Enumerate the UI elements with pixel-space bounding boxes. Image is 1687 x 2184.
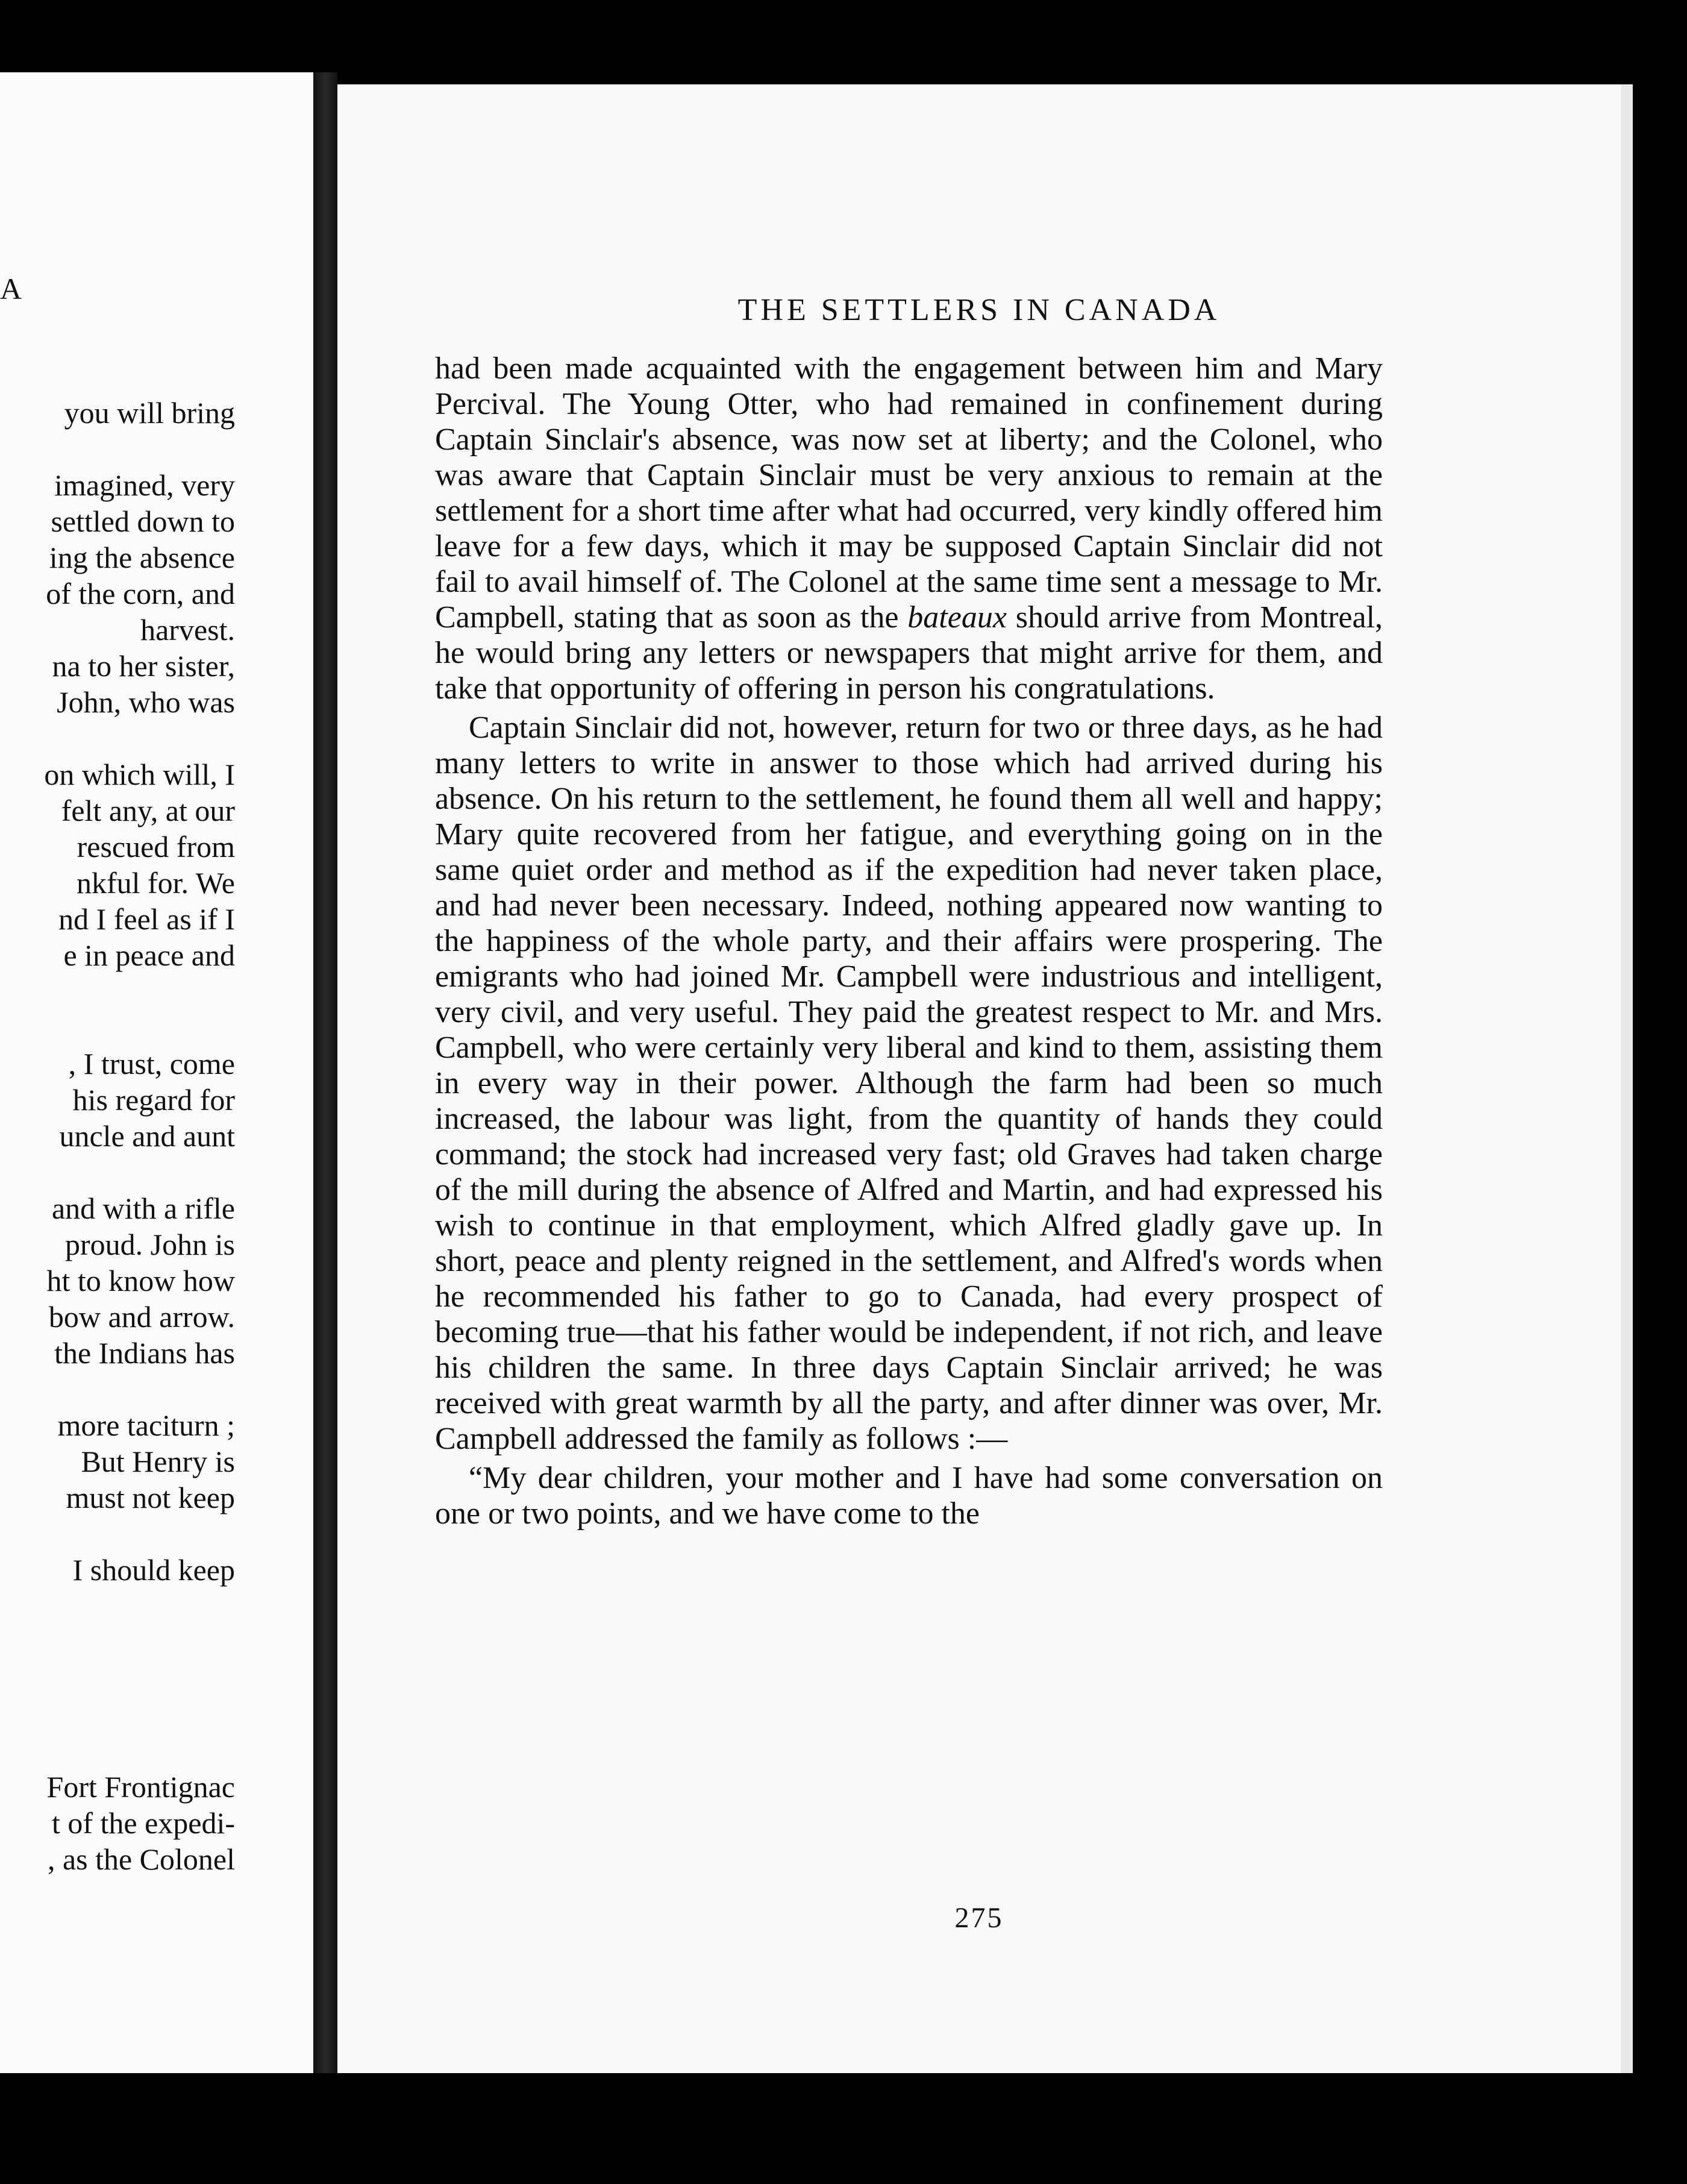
left-page-line: t of the expedi- — [51, 1806, 235, 1840]
left-page-line: of the corn, and — [46, 577, 235, 610]
left-page-line: John, who was — [57, 685, 235, 719]
left-page-line: But Henry is — [81, 1445, 235, 1478]
left-page-line: more taciturn ; — [57, 1408, 235, 1442]
body-text — [435, 351, 1383, 1531]
page-edge — [1621, 84, 1633, 2073]
left-page-line: Fort Frontignac — [46, 1770, 235, 1804]
paragraph-2: Captain Sinclair did not, however, return for two or three days, as he had many letters to write in answer to those which had arrived during his absence. On his return to the settlement, he found them all well and happy; Mary quite recovered from her fatigue, and everything going on in the same quiet order and method as if the expedition had never taken place, and had never been necessary. Indeed, nothing appeared now wanting to the happiness of the whole party, and their affairs were prospering. The emigrants who had joined Mr. Campbell were industrious and intelligent, very civil, and very useful. They paid the greatest respect to Mr. and Mrs. Campbell, who were certainly very liberal and kind to them, assisting them in every way in their power. Although the farm had been so much increased, the labour was light, from the quantity of hands they could command; the stock had increased very fast; old Graves had taken charge of the mill during the absence of Alfred and Martin, and had expressed his wish to continue in that employment, which Alfred gladly gave up. In short, peace and plenty reigned in the settlement, and Alfred's words when he recommended his father to go to Canada, had every prospect of becoming true—that his father would be independent, if not rich, and leave his children the same. In three days Captain Sinclair arrived; he was received with great warmth by all the party, and after dinner was over, Mr. Campbell addressed the family as follows :— — [435, 711, 1383, 1456]
left-page-line: imagined, very — [54, 468, 235, 502]
left-page — [0, 72, 313, 2073]
left-page-heading: A — [0, 272, 25, 306]
left-page-line: , as the Colonel — [47, 1842, 235, 1876]
paragraph-3: “My dear children, your mother and I have had some conversation on one or two points, and we have come to the — [435, 1461, 1383, 1531]
left-page-line: proud. John is — [65, 1228, 235, 1261]
book-gutter — [313, 72, 337, 2073]
left-page-line: settled down to — [51, 504, 235, 538]
left-page-line: the Indians has — [54, 1336, 235, 1370]
left-page-line: and with a rifle — [51, 1191, 235, 1225]
left-page-line: rescued from — [77, 830, 235, 864]
left-page-line: I should keep — [72, 1553, 235, 1587]
left-page-line: nkful for. We — [76, 866, 235, 900]
left-page-line: ing the absence — [49, 541, 235, 574]
left-page-line: must not keep — [66, 1481, 235, 1514]
right-page — [337, 84, 1621, 2073]
left-page-line: bow and arrow. — [48, 1300, 235, 1334]
left-page-line: felt any, at our — [61, 794, 235, 827]
left-page-line: on which will, I — [44, 758, 235, 791]
page-number: 275 — [954, 1902, 1004, 1934]
left-page-line: harvest. — [140, 613, 235, 647]
left-page-line: his regard for — [72, 1083, 235, 1117]
left-page-line: uncle and aunt — [59, 1119, 235, 1153]
left-page-line: ht to know how — [46, 1264, 235, 1298]
left-page-line: , I trust, come — [68, 1047, 235, 1081]
left-page-line: e in peace and — [63, 938, 235, 972]
running-head: THE SETTLERS IN CANADA — [737, 293, 1221, 327]
left-page-line: na to her sister, — [52, 649, 235, 683]
left-page-line: you will bring — [64, 396, 235, 430]
left-page-line: nd I feel as if I — [58, 902, 235, 936]
paragraph-1: had been made acquainted with the engagement between him and Mary Percival. The Young Otter, who had remained in confinement during Captain Sinclair's absence, was now set at liberty; and the Colonel, who was aware that Captain Sinclair must be very anxious to remain at the settlement for a short time after what had occurred, very kindly offered him leave for a few days, which it may be supposed Captain Sinclair did not fail to avail himself of. The Colonel at the same time sent a message to Mr. Campbell, stating that as soon as the bateaux should arrive from Montreal, he would bring any letters or newspapers that might arrive for them, and take that opportunity of offering in person his congratulations. — [435, 351, 1383, 706]
